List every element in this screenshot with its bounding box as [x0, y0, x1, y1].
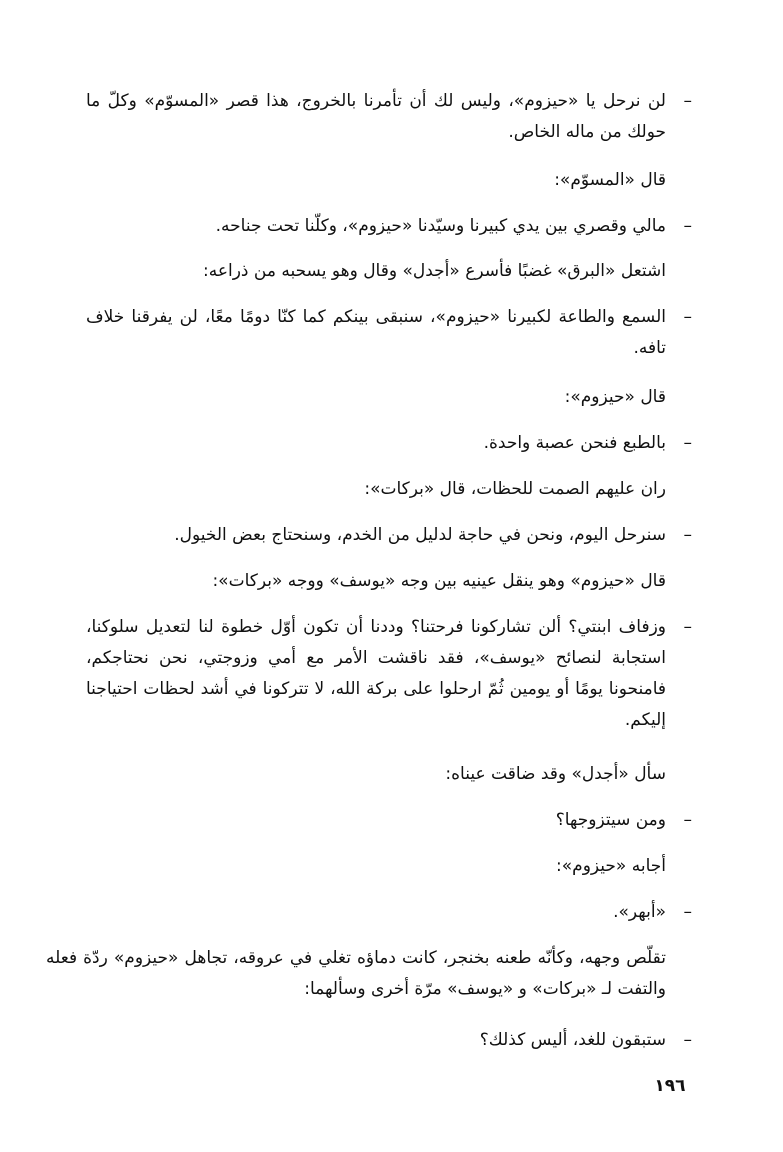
- dialogue-paragraph: [86, 612, 692, 736]
- dialogue-paragraph: [86, 1025, 692, 1056]
- paragraph-text: اشتعل «البرق» غضبًا فأسرع «أجدل» وقال وهو يسحبه من ذراعه:: [202, 261, 666, 281]
- paragraph-text: أجابه «حيزوم»:: [556, 856, 666, 876]
- paragraph-text: «أبهر».: [613, 902, 666, 922]
- dialogue-paragraph: [86, 897, 692, 928]
- paragraph-text: سنرحل اليوم، ونحن في حاجة لدليل من الخدم، وسنحتاج بعض الخيول.: [174, 525, 666, 545]
- dialogue-dash: –: [683, 902, 692, 922]
- paragraph-text: قال «حيزوم»:: [564, 387, 666, 407]
- page-number: ١٩٦: [654, 1076, 686, 1096]
- paragraph-text: بالطبع فنحن عصبة واحدة.: [483, 433, 666, 453]
- narration-paragraph: [66, 851, 666, 882]
- dialogue-paragraph: [86, 520, 692, 551]
- narration-paragraph: [66, 474, 666, 505]
- narration-paragraph: [46, 943, 666, 1005]
- paragraph-text: تقلّص وجهه، وكأنّه طعنه بخنجر، كانت دماؤه تغلي في عروقه، تجاهل «حيزوم» ردّة فعله والتفت لـ «بركات» و «يوسف» مرّة أخرى وسألهما:: [46, 948, 666, 999]
- paragraph-text: قال «حيزوم» وهو ينقل عينيه بين وجه «يوسف» ووجه «بركات»:: [212, 571, 666, 591]
- narration-paragraph: [66, 566, 666, 597]
- paragraph-text: ران عليهم الصمت للحظات، قال «بركات»:: [364, 479, 666, 499]
- dialogue-paragraph: [86, 805, 692, 836]
- paragraph-text: وزفاف ابنتي؟ ألن تشاركونا فرحتنا؟ وددنا أن تكون أوّل خطوة لنا لتعديل سلوكنا، استجابة لنصائح «يوسف»، فقد ناقشت الأمر مع أمي وزوجتي، نحن نحتاجكم، فامنحونا يومًا أو يومين ثُمّ ارحلوا على بركة الله، لا تتركونا في أشد لحظات احتياجنا إليكم.: [86, 617, 666, 730]
- dialogue-dash: –: [683, 617, 692, 637]
- paragraph-text: مالي وقصري بين يدي كبيرنا وسيّدنا «حيزوم»، وكلّنا تحت جناحه.: [215, 216, 666, 236]
- dialogue-dash: –: [683, 433, 692, 453]
- paragraph-text: السمع والطاعة لكبيرنا «حيزوم»، سنبقى بينكم كما كنّا دومًا معًا، لن يفرقنا خلاف تافه.: [86, 307, 666, 358]
- paragraph-text: ستبقون للغد، أليس كذلك؟: [479, 1030, 666, 1050]
- dialogue-paragraph: [86, 428, 692, 459]
- paragraph-text: قال «المسوّم»:: [554, 170, 666, 190]
- narration-paragraph: [66, 165, 666, 196]
- narration-paragraph: [66, 382, 666, 413]
- dialogue-dash: –: [683, 525, 692, 545]
- dialogue-paragraph: [86, 302, 692, 364]
- dialogue-dash: –: [683, 810, 692, 830]
- paragraph-text: سأل «أجدل» وقد ضاقت عيناه:: [445, 764, 666, 784]
- dialogue-dash: –: [683, 1030, 692, 1050]
- paragraph-text: ومن سيتزوجها؟: [555, 810, 666, 830]
- paragraph-text: لن نرحل يا «حيزوم»، وليس لك أن تأمرنا بالخروج، هذا قصر «المسوّم» وكلّ ما حولك من ماله الخاص.: [86, 91, 666, 142]
- dialogue-paragraph: [86, 211, 692, 242]
- dialogue-dash: –: [683, 91, 692, 111]
- dialogue-paragraph: [86, 86, 692, 148]
- narration-paragraph: [66, 256, 666, 287]
- dialogue-dash: –: [683, 307, 692, 327]
- dialogue-dash: –: [683, 216, 692, 236]
- narration-paragraph: [66, 759, 666, 790]
